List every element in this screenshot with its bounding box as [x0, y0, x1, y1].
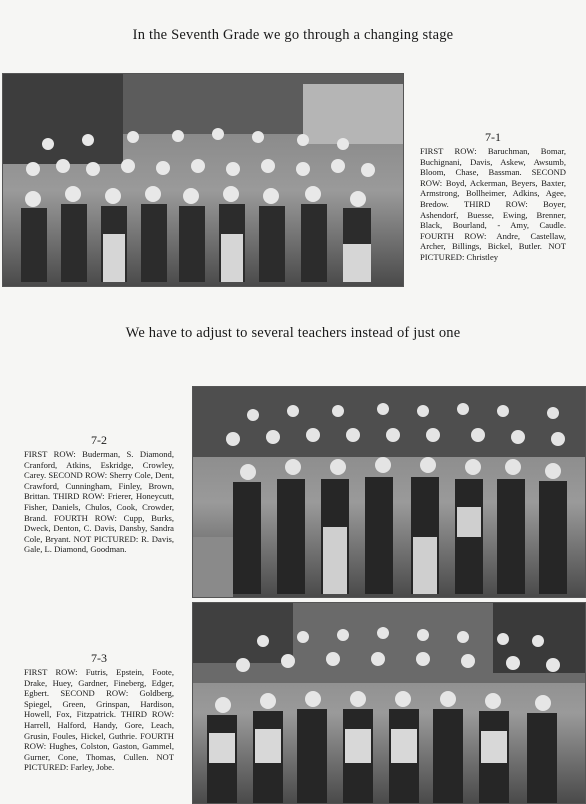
heading-middle: We have to adjust to several teachers instead of just one — [125, 325, 461, 341]
group-number-7-1: 7-1 — [485, 130, 501, 144]
caption-7-3 — [24, 651, 174, 773]
caption-text-7-2: FIRST ROW: Buderman, S. Diamond, Cranford, Atkins, Eskridge, Crowley, Carey. SECOND ROW: Sherry Cole, Dent, Crawford, Cunningham, Finley, Brown, Brittan. THIRD ROW: Frierer, Honeycutt, Fisher, Daniels, Chulos, Cook, Crowder, Brand. FOURTH ROW: Cupp, Burks, Dweck, Denton, C. Davis, Dansby, Sandra Cole, Bryant. NOT PICTURED: R. Davis, Gale, L. Diamond, Goodman. — [24, 449, 174, 555]
class-photo-7-2 — [192, 386, 586, 598]
caption-7-1 — [420, 130, 566, 263]
class-photo-7-3 — [192, 602, 586, 804]
caption-text-7-3: FIRST ROW: Futris, Epstein, Foote, Drake, Huey, Gardner, Fineberg, Edger, Egbert. SECOND ROW: Goldberg, Spiegel, Green, Grinspan, Hardison, Howell, Fox, Fitzpatrick. THIRD ROW: Harrell, Halford, Handy, Gore, Leach, Grusin, Foules, Hickel, Guthrie. FOURTH ROW: Hughes, Colston, Gaston, Gammel, Gurner, Cone, Thomas, Cullen. NOT PICTURED: Farley, Jobe. — [24, 667, 174, 773]
group-number-7-2: 7-2 — [91, 433, 107, 447]
caption-7-2 — [24, 433, 174, 555]
caption-text-7-1: FIRST ROW: Baruchman, Bomar, Buchignani, Davis, Askew, Awsumb, Bloom, Chase, Bassman. SECOND ROW: Boyd, Ackerman, Beyers, Baxter, Armstrong, Bollheimer, Adkins, Agee, Bredow. THIRD ROW: Boyer, Ashendorf, Buesse, Ewing, Brenner, Black, Bourland, - Amy, Caudle. FOURTH ROW: Andre, Castellaw, Archer, Billings, Bickel, Butler. NOT PICTURED: Christley — [420, 146, 566, 262]
group-number-7-3: 7-3 — [91, 651, 107, 665]
class-photo-7-1 — [2, 73, 404, 287]
heading-top: In the Seventh Grade we go through a changing stage — [132, 27, 454, 43]
